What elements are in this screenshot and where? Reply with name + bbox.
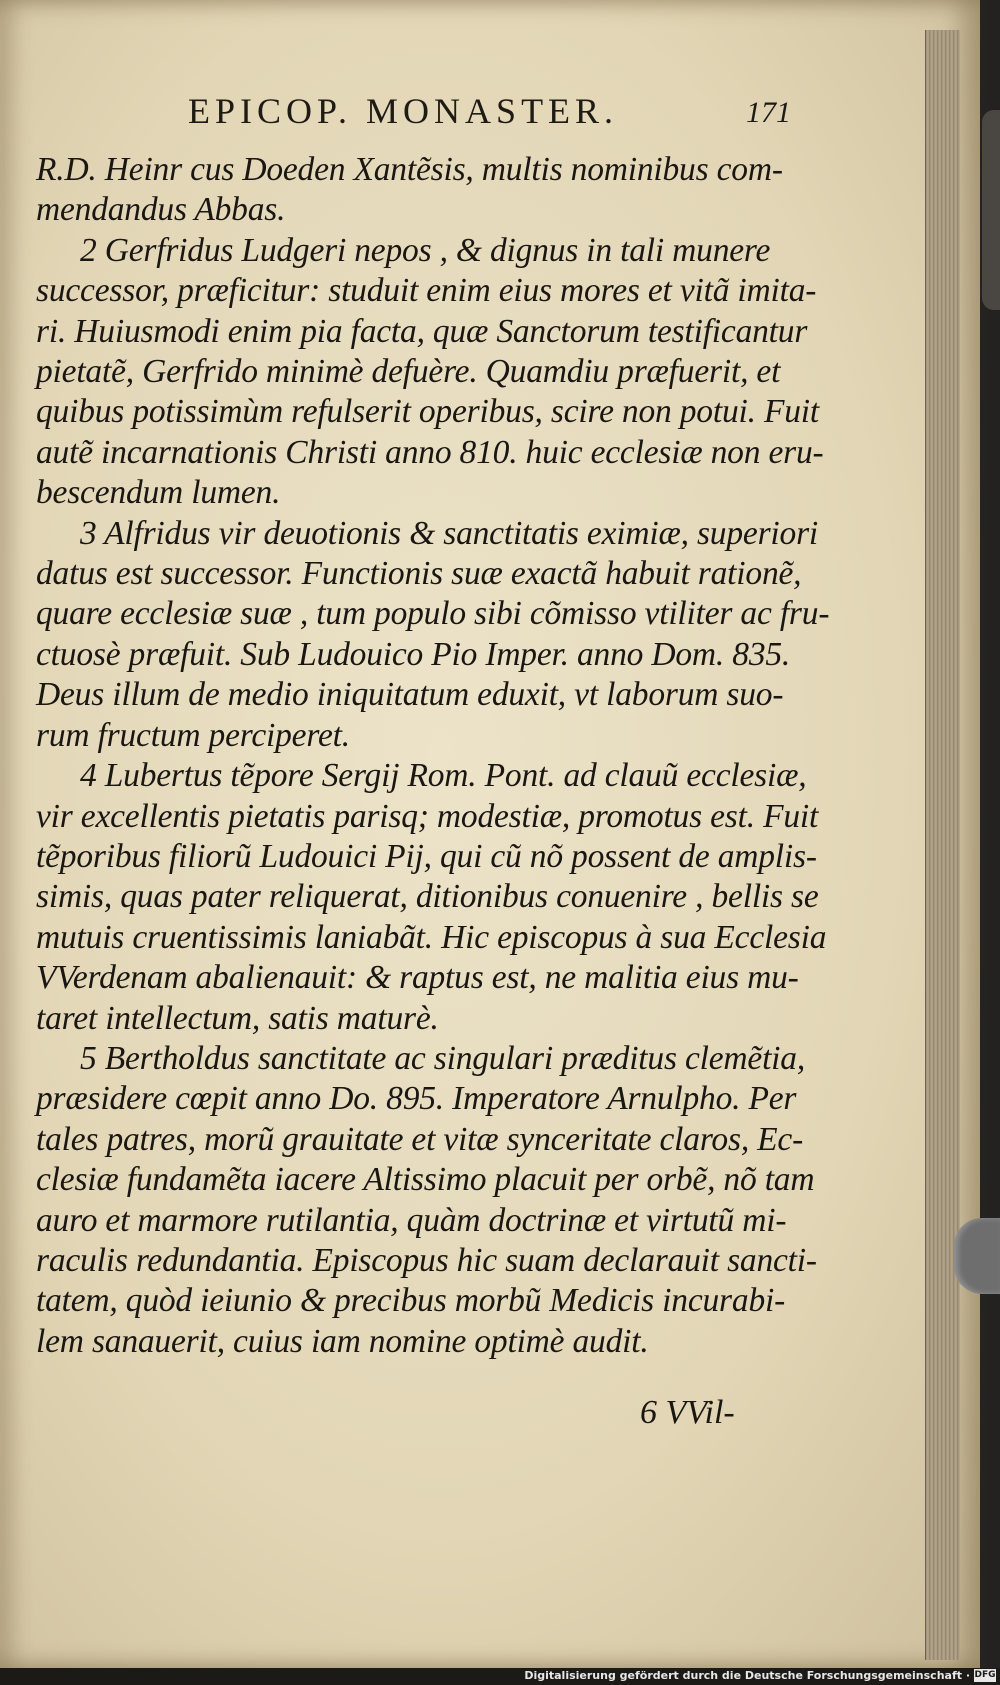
dfg-logo: DFG — [974, 1670, 996, 1680]
body-text — [36, 150, 830, 1362]
text-line: ctuosè præfuit. Sub Ludouico Pio Imper. anno Dom. 835. — [36, 635, 791, 673]
text-line: successor, præficitur: studuit enim eius mores et vitã imita- — [36, 272, 817, 310]
text-line: 3 Alfridus vir deuotionis & sanctitatis eximiæ, superiori — [80, 514, 819, 552]
text-line: clesiæ fundamẽta iacere Altissimo placuit per orbẽ, nõ tam — [36, 1161, 815, 1199]
digitization-credit: Digitalisierung gefördert durch die Deutsche Forschungsgemeinschaft · — [524, 1669, 970, 1682]
text-line: 5 Bertholdus sanctitate ac singulari præditus clemẽtia, — [80, 1039, 806, 1077]
scanner-clamp-top — [982, 110, 1000, 310]
text-line: pietatẽ, Gerfrido minimè defuère. Quamdiu præfuerit, et — [36, 353, 781, 391]
text-line: quibus potissimùm refulserit operibus, scire non potui. Fuit — [36, 393, 820, 431]
text-line: tatem, quòd ieiunio & precibus morbũ Medicis incurabi- — [36, 1282, 786, 1320]
text-line: rum fructum perciperet. — [36, 716, 350, 754]
text-line: datus est successor. Functionis suæ exactã habuit rationẽ, — [36, 555, 802, 593]
text-line: VVerdenam abalienauit: & raptus est, ne malitia eius mu- — [36, 959, 799, 997]
text-line: vir excellentis pietatis parisq; modestiæ, promotus est. Fuit — [36, 797, 819, 835]
text-line: quare ecclesiæ suæ , tum populo sibi cõmisso vtiliter ac fru- — [36, 595, 830, 633]
text-line: taret intellectum, satis maturè. — [36, 999, 439, 1037]
text-line: tales patres, morũ grauitate et vitæ synceritate claros, Ec- — [36, 1120, 804, 1158]
text-line: mutuis cruentissimis laniabãt. Hic episcopus à sua Ecclesia — [36, 918, 827, 956]
text-line: 4 Lubertus tẽpore Sergij Rom. Pont. ad clauũ ecclesiæ, — [80, 757, 807, 795]
text-line: simis, quas pater reliquerat, ditionibus conuenire , bellis se — [36, 878, 819, 916]
text-line: auro et marmore rutilantia, quàm doctrinæ et virtutũ mi- — [36, 1201, 787, 1239]
text-line: 2 Gerfridus Ludgeri nepos , & dignus in tali munere — [80, 231, 771, 269]
text-line: bescendum lumen. — [36, 474, 281, 512]
page-header — [170, 90, 810, 136]
scanner-thumb-tab — [954, 1218, 1000, 1294]
text-line: autẽ incarnationis Christi anno 810. huic ecclesiæ non eru- — [36, 433, 824, 471]
folio-number: 171 — [746, 96, 791, 129]
text-line: tẽporibus filiorũ Ludouici Pij, qui cũ nõ possent de amplis- — [36, 837, 817, 875]
text-line: ri. Huiusmodi enim pia facta, quæ Sanctorum testificantur — [36, 312, 808, 350]
text-line: lem sanauerit, cuius iam nomine optimè audit. — [36, 1322, 649, 1360]
running-head: EPICOP. MONASTER. — [188, 91, 619, 131]
page-edges — [925, 30, 960, 1660]
text-line: præsidere cœpit anno Do. 895. Imperatore Arnulpho. Per — [36, 1080, 797, 1118]
text-line: R.D. Heinr cus Doeden Xantẽsis, multis nominibus com- — [36, 151, 783, 188]
text-line: Deus illum de medio iniquitatum eduxit, vt laborum suo- — [36, 676, 784, 714]
text-line: raculis redundantia. Episcopus hic suam declarauit sancti- — [36, 1241, 817, 1279]
catchword: 6 VVil- — [640, 1394, 735, 1431]
text-line: mendandus Abbas. — [36, 191, 286, 229]
